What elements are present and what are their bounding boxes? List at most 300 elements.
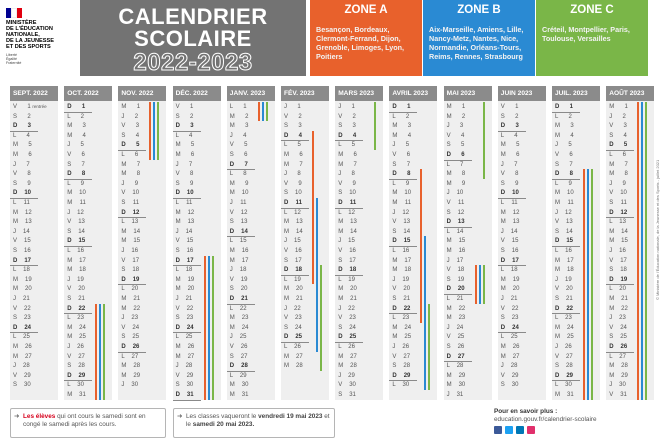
day-number: 12 (77, 209, 84, 216)
day-number: 7 (514, 161, 518, 168)
day-letter: L (500, 132, 504, 139)
day-number: 2 (134, 113, 139, 120)
day-number: 21 (510, 296, 518, 302)
day-row (10, 342, 32, 352)
day-letter: D (500, 324, 506, 331)
month-column (64, 86, 112, 400)
day-row (498, 198, 518, 208)
day-number: 24 (295, 324, 302, 331)
day-letter: M (284, 363, 289, 370)
day-row (335, 371, 355, 381)
day-letter: S (13, 113, 18, 120)
day-letter: S (446, 276, 451, 283)
day-number: 7 (569, 161, 573, 168)
day-letter: S (446, 344, 451, 350)
day-row (498, 332, 518, 342)
day-letter: M (13, 142, 18, 149)
day-number: 25 (23, 334, 30, 341)
day-row (118, 284, 138, 294)
day-row (498, 140, 520, 150)
day-number: 2 (298, 113, 302, 120)
day-letter: J (229, 334, 233, 341)
day-letter: M (67, 267, 73, 274)
day-row (10, 380, 31, 390)
day-row (227, 371, 247, 381)
day-letter: J (13, 363, 16, 370)
day-letter: J (284, 171, 287, 178)
day-letter: D (13, 190, 18, 197)
day-letter: S (555, 296, 560, 302)
day-number: 6 (461, 152, 465, 158)
day-letter: V (121, 257, 126, 264)
day-letter: J (446, 190, 450, 197)
day-number: 28 (78, 363, 85, 370)
day-row (444, 236, 466, 246)
day-letter: V (555, 219, 560, 226)
day-number: 7 (26, 161, 30, 168)
day-letter: L (67, 315, 71, 322)
day-number: 26 (620, 344, 628, 350)
day-number: 18 (620, 267, 627, 274)
title-years: 2022-2023 (133, 49, 253, 76)
day-number: 24 (404, 324, 412, 331)
day-number: 14 (295, 228, 303, 235)
day-number: 28 (566, 363, 573, 370)
day-number: 12 (564, 209, 572, 216)
day-row (173, 217, 195, 227)
day-number: 14 (621, 228, 628, 235)
day-row (552, 294, 573, 304)
day-row (606, 361, 628, 371)
day-letter: S (284, 324, 289, 331)
day-row (227, 323, 249, 333)
day-letter: M (446, 180, 452, 187)
day-number: 1 (27, 104, 31, 110)
day-row (335, 246, 356, 256)
day-letter: V (67, 152, 72, 158)
day-row (552, 198, 574, 208)
month-column (227, 86, 275, 400)
day-row (10, 179, 31, 189)
day-row (389, 256, 411, 266)
day-letter: M (392, 257, 398, 264)
day-letter: J (555, 276, 558, 283)
day-letter: V (338, 382, 343, 389)
holiday-bar-zone-a (475, 265, 477, 303)
day-letter: L (338, 276, 342, 283)
day-row (281, 121, 302, 131)
day-number: 1 (407, 104, 411, 110)
day-number: 17 (79, 257, 86, 264)
day-number: 19 (564, 276, 572, 283)
day-number: 19 (402, 276, 410, 283)
day-row (118, 217, 138, 227)
holiday-bar-zone-c (103, 304, 105, 400)
day-number: 14 (350, 228, 357, 235)
day-number: 18 (79, 267, 86, 274)
note-highlight: Les élèves (23, 413, 56, 420)
more-info (494, 408, 644, 434)
day-row (498, 236, 519, 246)
day-number: 6 (353, 152, 357, 158)
day-letter: V (67, 219, 72, 226)
day-number: 21 (456, 296, 464, 302)
day-row (118, 188, 139, 198)
day-letter: M (229, 190, 235, 197)
day-number: 22 (458, 305, 466, 312)
day-letter: M (555, 190, 560, 197)
day-number: 27 (403, 353, 411, 360)
day-row (10, 236, 31, 246)
day-letter: D (67, 171, 72, 178)
day-number: 21 (133, 296, 141, 302)
day-row (10, 140, 32, 150)
day-row (281, 179, 302, 189)
day-row (64, 332, 86, 342)
day-letter: L (121, 219, 125, 226)
day-row (389, 323, 411, 333)
day-letter: D (175, 190, 180, 197)
day-row (552, 140, 572, 150)
day-row (281, 304, 301, 314)
day-letter: V (284, 315, 289, 322)
day-letter: J (229, 200, 233, 206)
day-number: 18 (349, 267, 357, 274)
day-row (444, 313, 466, 323)
day-row (335, 217, 357, 227)
day-number: 16 (241, 248, 249, 254)
day-number: 23 (458, 315, 466, 322)
day-letter: S (284, 190, 289, 197)
day-number: 9 (622, 180, 626, 187)
day-row (389, 294, 410, 304)
day-letter: L (555, 315, 559, 322)
day-number: 10 (512, 190, 519, 197)
day-number: 15 (133, 238, 141, 245)
day-number: 16 (186, 248, 194, 254)
day-letter: S (175, 180, 180, 187)
day-row (173, 112, 194, 122)
day-number: 8 (81, 171, 86, 178)
day-number: 10 (132, 190, 140, 197)
day-number: 11 (620, 200, 627, 206)
day-letter: S (500, 180, 505, 187)
day-number: 7 (460, 161, 464, 168)
day-letter: M (229, 180, 235, 187)
day-row (335, 390, 356, 400)
day-row (281, 208, 301, 218)
day-number: 13 (512, 219, 520, 226)
day-number: 20 (295, 286, 303, 293)
day-row (606, 160, 628, 170)
day-letter: M (175, 142, 181, 149)
day-row (118, 112, 138, 122)
day-row (64, 236, 85, 246)
day-row (444, 208, 465, 218)
day-row (227, 140, 248, 150)
day-row (118, 332, 139, 342)
day-number: 13 (403, 219, 411, 226)
day-number: 14 (241, 228, 248, 235)
day-number: 6 (81, 152, 85, 158)
day-letter: S (392, 161, 397, 168)
day-number: 11 (132, 200, 140, 206)
ministry-logo (6, 8, 78, 66)
day-row (10, 361, 30, 371)
day-letter: V (609, 257, 614, 264)
day-number: 17 (241, 257, 249, 264)
day-row (335, 150, 357, 160)
day-letter: V (284, 180, 289, 187)
day-row (444, 227, 464, 237)
day-letter: M (67, 132, 73, 139)
day-letter: M (229, 315, 235, 322)
day-row (498, 169, 519, 179)
day-number: 23 (565, 315, 572, 322)
day-number: 12 (620, 209, 628, 216)
day-letter: L (500, 334, 504, 341)
day-number: 13 (457, 219, 465, 226)
day-letter: J (13, 228, 16, 235)
day-letter: L (13, 267, 17, 274)
day-number: 23 (131, 315, 139, 322)
day-row (227, 304, 247, 314)
day-row (118, 179, 138, 189)
day-letter: L (229, 372, 233, 379)
holiday-bar-zone-b (316, 198, 318, 352)
day-number: 12 (132, 209, 140, 216)
day-row (281, 256, 302, 266)
day-letter: L (229, 305, 233, 312)
day-row (281, 313, 302, 323)
linkedin-icon[interactable] (516, 426, 524, 434)
arrow-right-icon: ➜ (177, 413, 183, 420)
day-row (444, 332, 465, 342)
day-number: 3 (407, 123, 412, 130)
zone-label: ZONE B (423, 0, 535, 20)
day-row (335, 294, 357, 304)
day-letter: J (13, 296, 16, 302)
day-letter: D (121, 142, 126, 149)
day-letter: S (13, 180, 18, 187)
note-saturday (10, 408, 166, 438)
day-number: 16 (24, 248, 31, 254)
holiday-bar-zone-a (583, 169, 585, 399)
day-letter: M (609, 372, 615, 379)
day-letter: J (67, 344, 71, 350)
holiday-bar-zone-a (95, 304, 97, 400)
day-number: 12 (240, 209, 248, 216)
day-row (444, 323, 464, 333)
day-row (498, 313, 519, 323)
day-number: 6 (244, 152, 248, 158)
day-row (227, 179, 249, 189)
day-number: 30 (511, 382, 519, 389)
day-row (335, 179, 356, 189)
day-row (10, 371, 31, 381)
day-row (118, 169, 140, 179)
day-row (389, 304, 410, 314)
day-letter: L (555, 113, 559, 120)
day-row (118, 140, 139, 150)
day-number: 25 (295, 334, 303, 341)
twitter-icon[interactable] (505, 426, 513, 434)
day-letter: M (67, 123, 73, 130)
day-number: 9 (461, 180, 466, 187)
day-letter: V (609, 392, 614, 398)
day-letter: M (121, 305, 127, 312)
day-row (227, 121, 249, 131)
day-letter: L (175, 334, 179, 341)
day-number: 4 (298, 132, 303, 139)
day-number: 20 (24, 286, 32, 293)
day-row (444, 361, 464, 371)
day-number: 10 (24, 190, 32, 197)
day-number: 8 (189, 171, 194, 178)
day-number: 25 (349, 334, 357, 341)
day-letter: J (121, 113, 125, 120)
holiday-bar-zone-c (428, 304, 430, 390)
day-number: 10 (79, 190, 86, 197)
day-row (64, 275, 84, 285)
day-number: 9 (515, 180, 519, 187)
day-row (444, 342, 465, 352)
day-number: 30 (131, 382, 139, 389)
day-letter: M (338, 353, 344, 360)
day-number: 6 (134, 152, 139, 158)
day-letter: V (338, 248, 343, 254)
day-number: 1 (515, 104, 519, 110)
day-letter: S (392, 296, 397, 302)
day-row (173, 198, 193, 208)
day-row (10, 313, 31, 323)
day-row (173, 102, 194, 112)
day-number: 4 (514, 132, 518, 139)
day-letter: M (338, 219, 344, 226)
day-number: 23 (511, 315, 519, 322)
day-row (444, 169, 466, 179)
day-number: 24 (566, 324, 574, 331)
day-number: 28 (456, 363, 464, 370)
day-number: 4 (26, 132, 30, 139)
day-number: 27 (78, 353, 85, 360)
day-letter: M (609, 171, 615, 178)
more-info-link[interactable]: education.gouv.fr/calendrier-scolaire (494, 416, 597, 423)
day-row (444, 284, 465, 294)
day-row (389, 332, 411, 342)
day-number: 11 (567, 200, 574, 206)
day-row (118, 352, 138, 362)
day-row (281, 131, 302, 141)
day-letter: M (446, 305, 452, 312)
day-row (227, 256, 249, 266)
day-number: 8 (624, 171, 628, 178)
day-number: 25 (510, 334, 518, 341)
day-letter: V (67, 353, 72, 360)
day-row (64, 217, 85, 227)
day-number: 5 (568, 142, 572, 149)
day-row (118, 198, 139, 208)
day-number: 8 (243, 171, 247, 178)
day-number: 13 (131, 219, 139, 226)
day-letter: J (609, 382, 613, 389)
day-letter: M (446, 315, 452, 322)
day-letter: M (13, 152, 18, 158)
day-letter: M (338, 296, 344, 302)
day-number: 4 (82, 132, 86, 139)
day-number: 27 (512, 353, 520, 360)
month-column (335, 86, 383, 400)
day-row (335, 131, 356, 141)
day-number: 24 (132, 324, 140, 331)
day-row (335, 102, 355, 112)
day-row (444, 198, 465, 208)
day-letter: J (500, 296, 504, 302)
day-row (227, 208, 248, 218)
facebook-icon[interactable] (494, 426, 502, 434)
day-letter: M (446, 248, 452, 254)
day-letter: J (500, 363, 504, 370)
holiday-bar-zone-b (641, 102, 643, 400)
day-number: 24 (620, 324, 627, 331)
day-row (389, 380, 409, 390)
day-number: 19 (512, 276, 520, 283)
day-row (227, 227, 248, 237)
day-row (606, 140, 627, 150)
day-letter: J (392, 276, 396, 283)
holiday-bar-zone-c (483, 265, 485, 303)
day-number: 15 (458, 238, 466, 245)
day-row (281, 246, 302, 256)
day-letter: L (500, 267, 504, 274)
day-row (606, 112, 626, 122)
day-row (64, 112, 84, 122)
day-number: 22 (403, 305, 411, 312)
day-row (118, 294, 140, 304)
day-letter: L (392, 248, 396, 254)
holiday-bar-zone-b (424, 236, 426, 390)
day-letter: V (446, 334, 451, 341)
day-number: 21 (185, 296, 193, 302)
day-row (444, 352, 465, 362)
day-letter: D (13, 123, 18, 130)
day-letter: V (229, 209, 234, 216)
day-number: 24 (186, 324, 194, 331)
day-letter: M (284, 152, 289, 158)
day-row (444, 179, 466, 189)
day-row (10, 227, 30, 237)
day-number: 24 (79, 324, 86, 331)
day-letter: V (229, 142, 234, 149)
day-number: 17 (295, 257, 302, 264)
zone-b-box (423, 0, 535, 76)
day-row (444, 140, 465, 150)
day-letter: D (284, 132, 289, 139)
day-number: 20 (619, 286, 626, 293)
day-row (64, 121, 86, 131)
day-number: 3 (459, 123, 464, 130)
holiday-bar-zone-b (99, 304, 101, 400)
day-row (498, 150, 520, 160)
day-letter: S (67, 296, 72, 302)
day-row (444, 265, 465, 275)
instagram-icon[interactable] (527, 426, 535, 434)
day-letter: M (67, 324, 73, 331)
zone-a-box (310, 0, 422, 76)
day-number: 19 (24, 276, 32, 283)
day-number: 31 (79, 392, 86, 398)
day-number: 28 (621, 363, 628, 370)
